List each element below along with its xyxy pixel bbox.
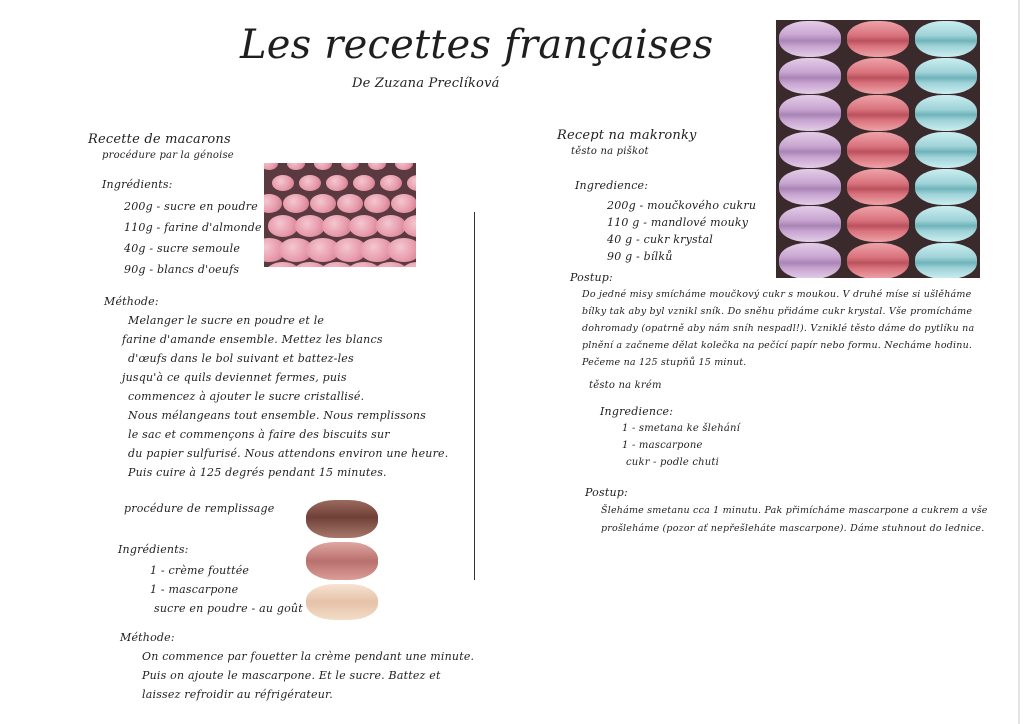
list-item: 90 g - bílků	[607, 250, 673, 263]
list-item: 1 - crème fouttée	[150, 564, 250, 577]
macaron-brown	[306, 500, 378, 538]
macaron-shell	[387, 238, 416, 262]
page-edge	[1018, 0, 1020, 724]
cream-method	[585, 484, 988, 538]
filling-method-label: Méthode:	[120, 631, 175, 644]
filling-ingredients-label: Ingrédients:	[118, 543, 189, 556]
macaron-rose	[306, 542, 378, 580]
macaron-shell	[322, 215, 352, 237]
list-item: 1 - mascarpone	[622, 440, 703, 451]
macaron-shell	[364, 194, 390, 213]
macaron	[847, 169, 909, 205]
method-line: bílky tak aby byl vznikl sník. Do sněhu přidáme cukr krystal. Vše promícháme	[582, 306, 973, 317]
macaron	[847, 132, 909, 168]
method-line: jusqu'à ce quils deviennet fermes, puis	[122, 371, 347, 384]
macaron	[915, 132, 977, 168]
filling-method	[120, 628, 474, 704]
macaron	[779, 58, 841, 94]
macaron-stack-photo	[300, 496, 384, 624]
method-line: du papier sulfurisé. Nous attendons environ une heure.	[128, 447, 449, 460]
macaron-shell	[407, 175, 416, 191]
cream-method-label: Postup:	[585, 486, 628, 499]
method-line: Melanger le sucre en poudre et le	[128, 314, 325, 327]
page-title: Les recettes françaises	[240, 22, 714, 68]
macaron-shell	[272, 175, 294, 191]
macaron	[915, 95, 977, 131]
macaron	[779, 21, 841, 57]
right-method-label: Postup:	[570, 271, 613, 284]
list-item: 200g - sucre en poudre	[124, 200, 258, 213]
macaron-shell	[391, 194, 416, 213]
method-line: Puis cuire à 125 degrés pendant 15 minutes.	[128, 466, 387, 479]
filling-ingredients	[118, 540, 303, 618]
right-subheading: těsto na piškot	[571, 146, 649, 157]
left-ingredients	[102, 175, 262, 280]
filling-heading: procédure de remplissage	[124, 502, 275, 515]
macaron-shell	[395, 163, 413, 170]
method-line: dohromady (opatrně aby nám sníh nespadl!). Vzniklé těsto dáme do pytlíku na	[582, 323, 975, 334]
method-line: commencez à ajouter le sucre cristallisé.	[128, 390, 365, 403]
list-item: 1 - mascarpone	[150, 583, 239, 596]
macaron-shell	[349, 215, 379, 237]
macaron-tray-photo	[264, 163, 416, 267]
left-heading: Recette de macarons	[88, 132, 231, 147]
macaron-shell	[299, 175, 321, 191]
macaron-shell	[264, 163, 278, 170]
method-line: plnění a začneme dělat kolečka na pečící papír nebo formu. Necháme hodinu.	[582, 340, 973, 351]
macaron-shell	[283, 194, 309, 213]
macaron-shell	[287, 163, 305, 170]
right-ingredients-label: Ingredience:	[575, 179, 649, 192]
cream-ingredients	[600, 403, 740, 471]
macaron	[915, 21, 977, 57]
list-item: 110g - farine d'almonde	[124, 221, 262, 234]
macaron	[847, 95, 909, 131]
method-line: Šleháme smetanu cca 1 minutu. Pak přimícháme mascarpone a cukrem a vše	[601, 505, 988, 516]
list-item: cukr - podle chuti	[626, 457, 720, 468]
left-subheading: procédure par la génoise	[102, 150, 234, 161]
macaron	[915, 206, 977, 242]
method-line: Pečeme na 125 stupňů 15 minut.	[582, 357, 747, 368]
right-method	[570, 269, 974, 371]
list-item: 110 g - mandlové mouky	[607, 216, 749, 229]
macaron-shell	[264, 194, 282, 213]
cream-heading: těsto na krém	[589, 380, 662, 391]
macaron	[847, 21, 909, 57]
macaron-shell	[341, 163, 359, 170]
page-author: De Zuzana Preclíková	[352, 76, 500, 91]
list-item: 40g - sucre semoule	[124, 242, 241, 255]
method-line: d'œufs dans le bol suivant et battez-les	[128, 352, 354, 365]
list-item: 40 g - cukr krystal	[607, 233, 713, 246]
left-method-label: Méthode:	[104, 295, 159, 308]
macaron	[915, 58, 977, 94]
macaron-shell	[326, 175, 348, 191]
macaron-shell	[403, 215, 416, 237]
cream-ingredients-label: Ingredience:	[600, 405, 674, 418]
macaron-shell	[268, 215, 298, 237]
right-recipe-header	[557, 126, 697, 159]
macaron-shell	[368, 163, 386, 170]
method-line: farine d'amande ensemble. Mettez les blancs	[122, 333, 383, 346]
macaron-shell	[376, 215, 406, 237]
macaron-shell	[353, 175, 375, 191]
macaron-shell	[314, 163, 332, 170]
macaron	[847, 58, 909, 94]
right-ingredients	[575, 176, 756, 265]
left-recipe-header	[88, 130, 234, 163]
list-item: 200g - moučkového cukru	[607, 199, 757, 212]
list-item: 90g - blancs d'oeufs	[124, 263, 240, 276]
macaron	[779, 132, 841, 168]
method-line: prošleháme (pozor ať nepřešleháte mascarpone). Dáme stuhnout do lednice.	[601, 523, 985, 534]
left-method	[104, 292, 448, 482]
macaron-shell	[337, 194, 363, 213]
macaron	[847, 206, 909, 242]
column-divider	[474, 212, 475, 580]
macaron-shell	[380, 175, 402, 191]
macaron-cream	[306, 584, 378, 620]
method-line: On commence par fouetter la crème pendant une minute.	[142, 650, 475, 663]
method-line: Nous mélangeans tout ensemble. Nous remplissons	[128, 409, 426, 422]
method-line: Puis on ajoute le mascarpone. Et le sucre. Battez et	[142, 669, 441, 682]
macaron-shell	[310, 194, 336, 213]
list-item: 1 - smetana ke šlehání	[622, 423, 741, 434]
left-ingredients-label: Ingrédients:	[102, 178, 173, 191]
method-line: le sac et commençons à faire des biscuits sur	[128, 428, 390, 441]
macaron	[779, 169, 841, 205]
list-item: sucre en poudre - au goût	[154, 602, 303, 615]
macaron	[915, 169, 977, 205]
method-line: laissez refroidir au réfrigérateur.	[142, 688, 333, 701]
method-line: Do jedné misy smícháme moučkový cukr s moukou. V druhé míse si ušlěháme	[582, 289, 972, 300]
macaron-shell	[295, 215, 325, 237]
macaron	[779, 95, 841, 131]
macaron-columns-photo	[776, 20, 980, 278]
macaron	[779, 206, 841, 242]
right-heading: Recept na makronky	[557, 128, 697, 143]
